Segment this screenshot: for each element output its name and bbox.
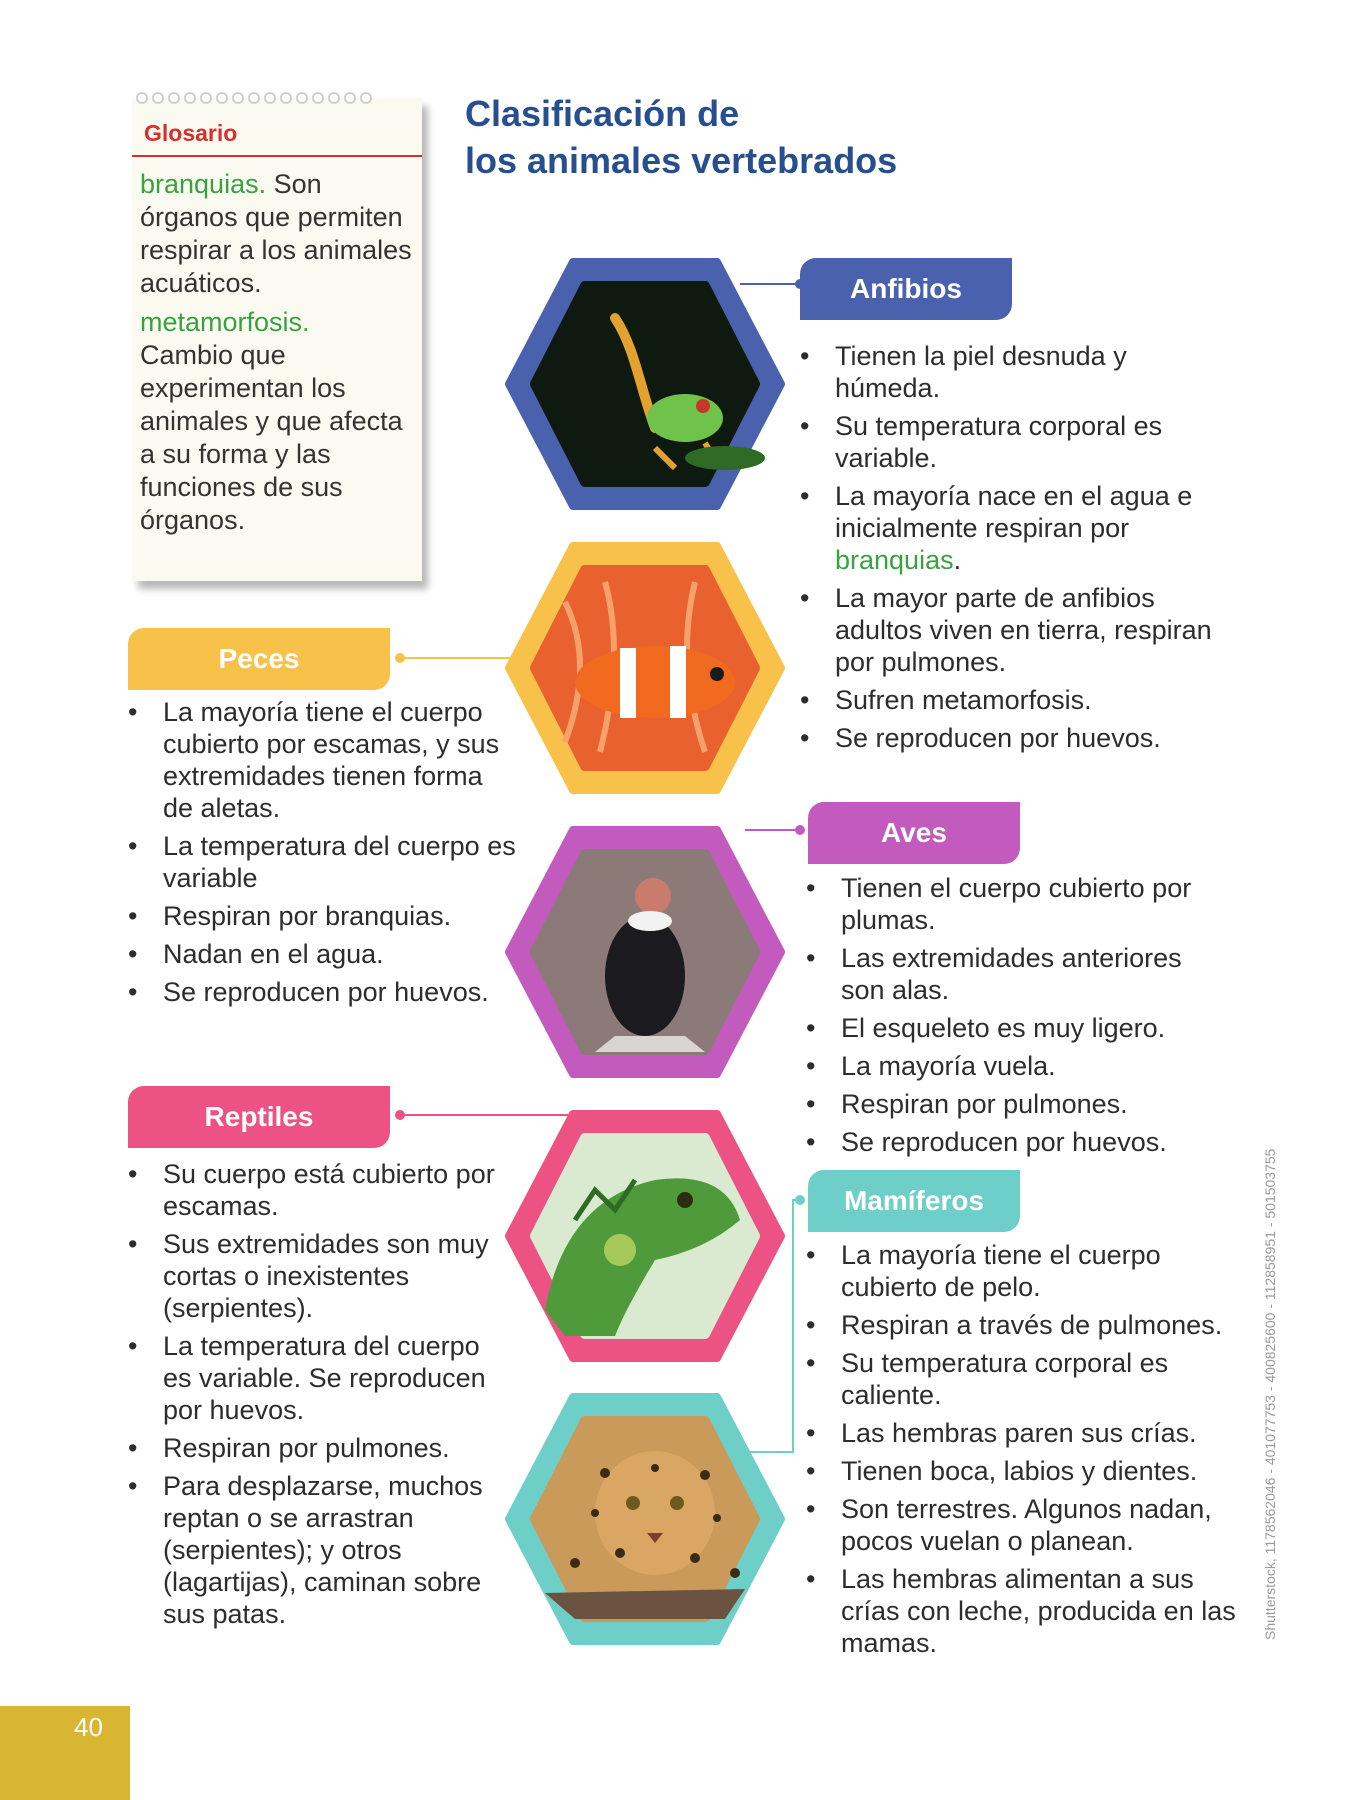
leopard-photo xyxy=(505,1393,785,1645)
list-item: • Respiran por branquias. xyxy=(128,900,518,932)
glossary-term: metamorfosis. xyxy=(140,307,310,337)
page-number: 40 xyxy=(74,1712,103,1742)
aves-facts xyxy=(806,872,1226,1164)
list-item: • Respiran a través de pulmones. xyxy=(806,1309,1252,1341)
list-item: • Nadan en el agua. xyxy=(128,938,518,970)
list-item: • El esqueleto es muy ligero. xyxy=(806,1012,1226,1044)
list-item: • Las hembras paren sus crías. xyxy=(806,1417,1252,1449)
list-item xyxy=(800,480,1220,576)
list-item: • Su temperatura corporal es caliente. xyxy=(806,1347,1252,1411)
list-item: • Su cuerpo está cubierto por escamas. xyxy=(128,1158,508,1222)
tab-aves: Aves xyxy=(808,802,1020,864)
glossary-heading: Glosario xyxy=(144,120,238,146)
highlight-term: branquias xyxy=(835,545,954,575)
list-item: • Sus extremidades son muy cortas o inexistentes (serpientes). xyxy=(128,1228,508,1324)
list-item: • Las extremidades anteriores son alas. xyxy=(806,942,1226,1006)
list-item: • La mayoría vuela. xyxy=(806,1050,1226,1082)
list-item: • Tienen la piel desnuda y húmeda. xyxy=(800,340,1220,404)
clownfish-photo xyxy=(505,542,785,794)
tab-peces: Peces xyxy=(128,628,390,690)
peces-facts xyxy=(128,696,518,1014)
list-item: • Tienen el cuerpo cubierto por plumas. xyxy=(806,872,1226,936)
list-item: • Se reproducen por huevos. xyxy=(800,722,1220,754)
glossary-definition: Cambio que experimentan los animales y que afecta a su forma y las funciones de sus órganos. xyxy=(140,340,403,535)
list-item: • Respiran por pulmones. xyxy=(128,1432,508,1464)
tab-reptiles: Reptiles xyxy=(128,1086,390,1148)
mamiferos-facts xyxy=(806,1239,1252,1665)
list-item: • Se reproducen por huevos. xyxy=(806,1126,1226,1158)
list-item: • La temperatura del cuerpo es variable xyxy=(128,830,518,894)
list-item: • Respiran por pulmones. xyxy=(806,1088,1226,1120)
glossary-definition: Son órganos que permiten respirar a los animales acuáticos. xyxy=(140,169,412,298)
list-item: • La mayoría tiene el cuerpo cubierto de pelo. xyxy=(806,1239,1252,1303)
reptiles-facts xyxy=(128,1158,508,1636)
glossary-term: branquias. xyxy=(140,169,267,199)
list-item: • Sufren metamorfosis. xyxy=(800,684,1220,716)
list-item: • Para desplazarse, muchos reptan o se arrastran (serpientes); y otros (lagartijas), caminan sobre sus patas. xyxy=(128,1470,508,1630)
tab-mamiferos: Mamíferos xyxy=(808,1170,1020,1232)
list-item: • Su temperatura corporal es variable. xyxy=(800,410,1220,474)
anfibios-facts xyxy=(800,340,1220,760)
iguana-photo xyxy=(505,1110,785,1362)
page-number-bar xyxy=(0,1706,130,1800)
condor-photo xyxy=(505,826,785,1078)
list-item: • La temperatura del cuerpo es variable. Se reproducen por huevos. xyxy=(128,1330,508,1426)
list-item: • Tienen boca, labios y dientes. xyxy=(806,1455,1252,1487)
page-title-line-2: los animales vertebrados xyxy=(465,140,898,181)
fact-text: La mayoría nace en el agua e inicialmente respiran por xyxy=(835,481,1193,543)
frog-photo xyxy=(505,258,785,510)
page-title-line-1: Clasificación de xyxy=(465,93,740,134)
list-item: • Las hembras alimentan a sus crías con leche, producida en las mamas. xyxy=(806,1563,1252,1659)
list-item: • La mayor parte de anfibios adultos viven en tierra, respiran por pulmones. xyxy=(800,582,1220,678)
list-item: • Se reproducen por huevos. xyxy=(128,976,518,1008)
tab-anfibios: Anfibios xyxy=(800,258,1012,320)
list-item: • La mayoría tiene el cuerpo cubierto por escamas, y sus extremidades tienen forma de aletas. xyxy=(128,696,518,824)
list-item: • Son terrestres. Algunos nadan, pocos vuelan o planean. xyxy=(806,1493,1252,1557)
fact-text-end: . xyxy=(953,545,962,575)
photo-credit: Shutterstock, 1178562046 - 401077753 - 400825600 - 112858951 - 501503755 xyxy=(1262,1148,1278,1640)
